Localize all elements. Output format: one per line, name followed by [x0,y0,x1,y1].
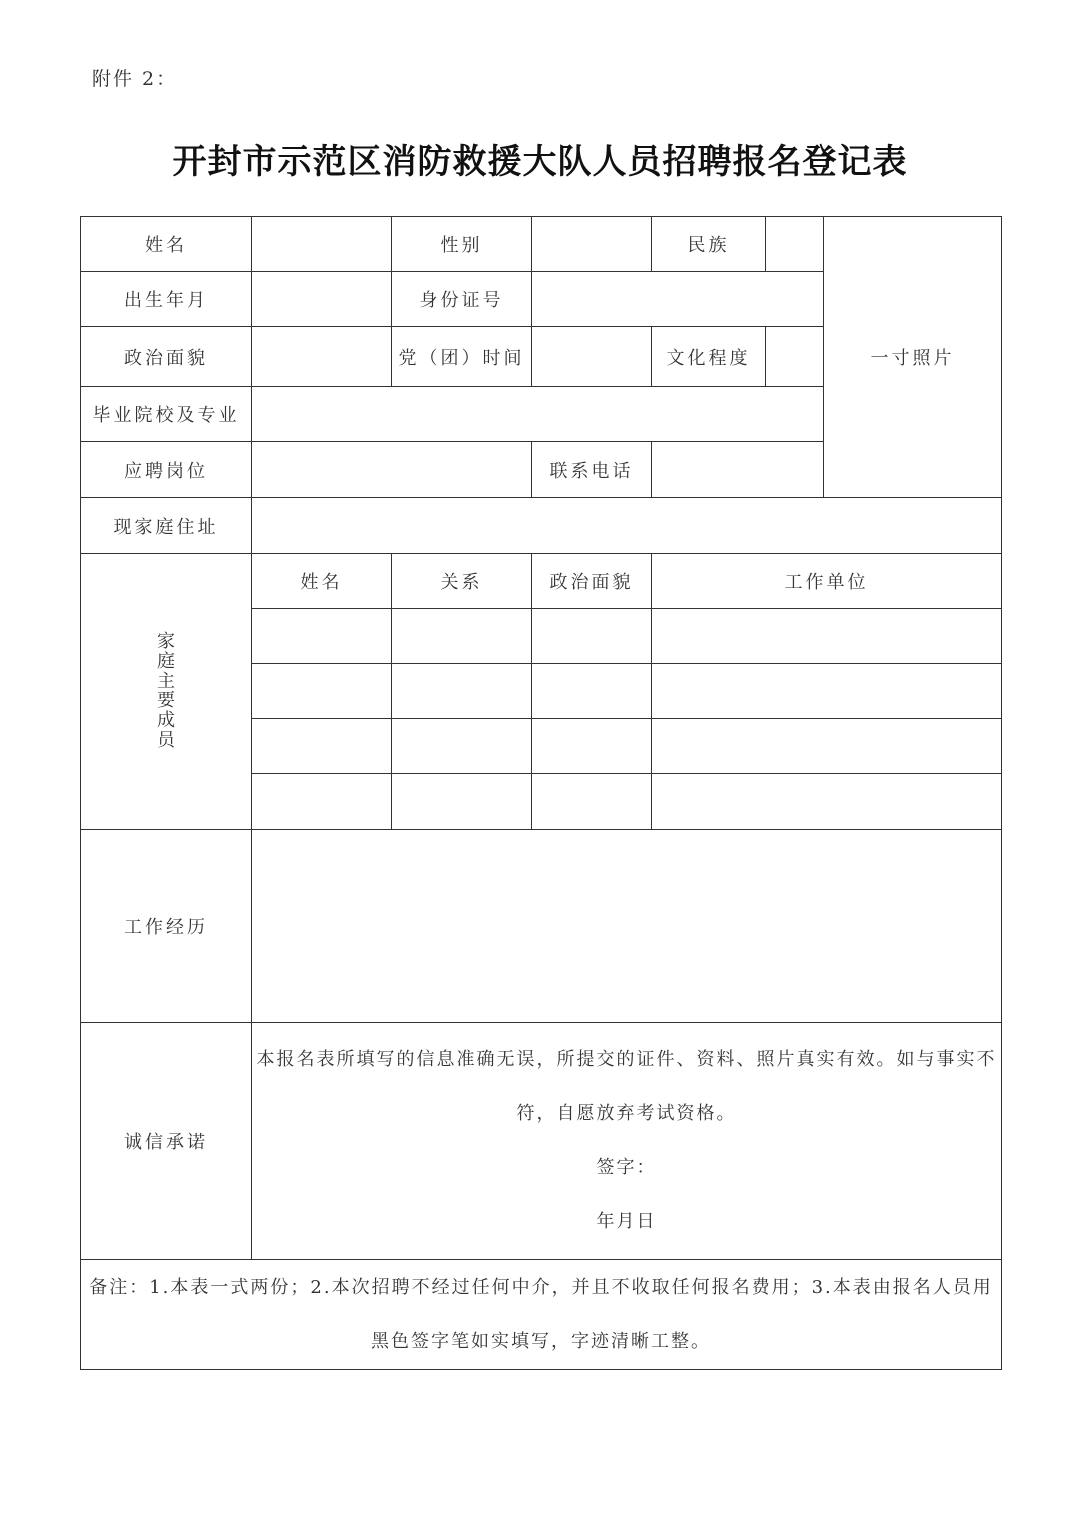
family-relation-cell[interactable] [392,719,532,774]
birth-label: 出生年月 [81,272,252,327]
work-history-field[interactable] [252,830,1002,1023]
family-political-cell[interactable] [532,664,652,719]
family-section-label [81,554,252,830]
integrity-pledge-content [252,1023,1002,1260]
id-number-field[interactable] [532,272,824,327]
family-name-cell[interactable] [252,719,392,774]
birth-field[interactable] [252,272,392,327]
gender-field[interactable] [532,217,652,272]
address-field[interactable] [252,498,1002,554]
party-time-label: 党（团）时间 [392,327,532,387]
family-political-cell[interactable] [532,774,652,830]
phone-field[interactable] [652,442,824,498]
family-name-cell[interactable] [252,609,392,664]
family-header-name: 姓名 [252,554,392,609]
note-text: 备注：1.本表一式两份；2.本次招聘不经过任何中介，并且不收取任何报名费用；3.本表由报名人员用黑色签字笔如实填写，字迹清晰工整。 [89,1276,993,1352]
position-field[interactable] [252,442,532,498]
work-history-label: 工作经历 [81,830,252,1023]
family-header-workplace: 工作单位 [652,554,1002,609]
page-title: 开封市示范区消防救援大队人员招聘报名登记表 [172,142,908,182]
family-workplace-cell[interactable] [652,774,1002,830]
name-label: 姓名 [81,217,252,272]
education-label: 文化程度 [652,327,766,387]
family-political-cell[interactable] [532,609,652,664]
family-section-text: 家庭主要成员 [156,631,175,751]
school-major-field[interactable] [252,387,824,442]
family-name-cell[interactable] [252,774,392,830]
id-number-label: 身份证号 [392,272,532,327]
ethnicity-label: 民族 [652,217,766,272]
family-relation-cell[interactable] [392,774,532,830]
date-label[interactable]: 年月日 [596,1211,657,1232]
education-field[interactable] [766,327,824,387]
political-status-field[interactable] [252,327,392,387]
attachment-label: 附件 2： [92,68,178,90]
position-label: 应聘岗位 [81,442,252,498]
phone-label: 联系电话 [532,442,652,498]
family-workplace-cell[interactable] [652,609,1002,664]
family-relation-cell[interactable] [392,609,532,664]
gender-label: 性别 [392,217,532,272]
ethnicity-field[interactable] [766,217,824,272]
integrity-pledge-label: 诚信承诺 [81,1023,252,1260]
note-cell [81,1260,1002,1370]
party-time-field[interactable] [532,327,652,387]
family-header-political: 政治面貌 [532,554,652,609]
family-relation-cell[interactable] [392,664,532,719]
name-field[interactable] [252,217,392,272]
address-label: 现家庭住址 [81,498,252,554]
registration-form-table [80,216,1002,1370]
pledge-text: 本报名表所填写的信息准确无误，所提交的证件、资料、照片真实有效。如与事实不符，自愿放弃考试资格。 [256,1049,997,1124]
political-status-label: 政治面貌 [81,327,252,387]
photo-box[interactable]: 一寸照片 [824,217,1002,498]
family-workplace-cell[interactable] [652,664,1002,719]
school-major-label: 毕业院校及专业 [81,387,252,442]
family-workplace-cell[interactable] [652,719,1002,774]
family-political-cell[interactable] [532,719,652,774]
family-name-cell[interactable] [252,664,392,719]
family-header-relation: 关系 [392,554,532,609]
signature-label[interactable]: 签字： [596,1157,657,1178]
